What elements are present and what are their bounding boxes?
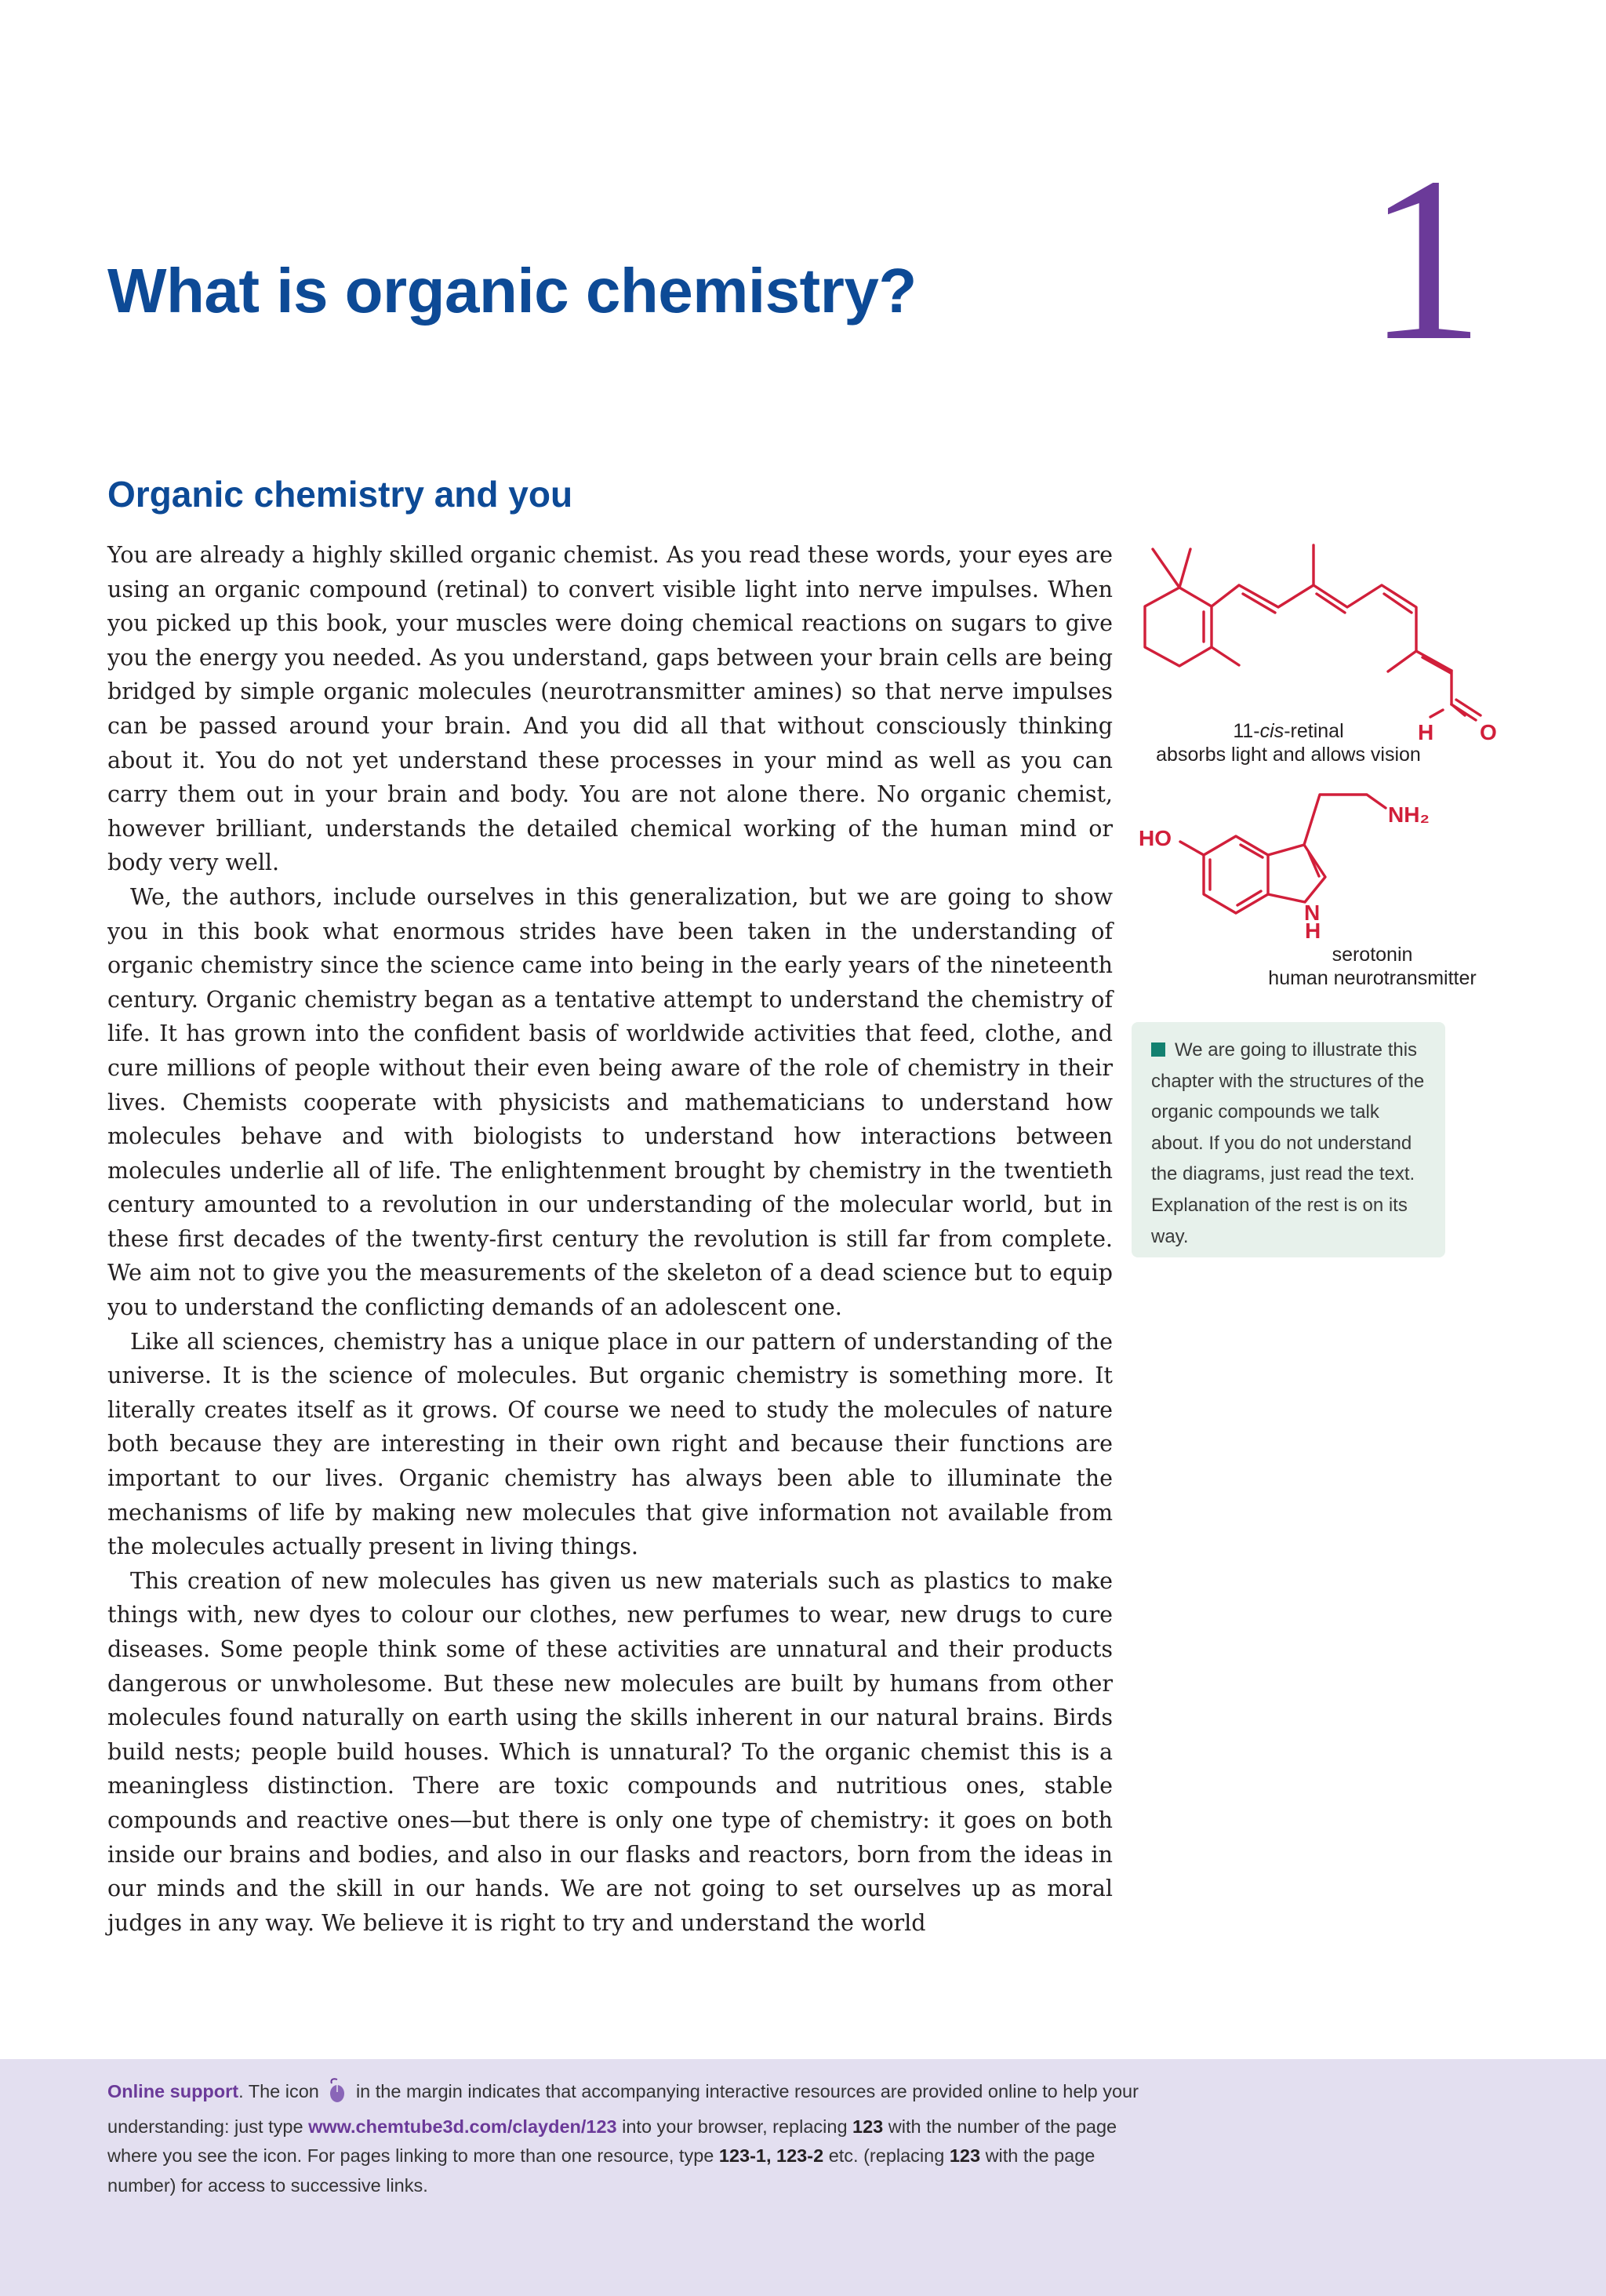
online-support-text-1: . The icon (238, 2081, 319, 2101)
online-support-text-3: into your browser, replacing (622, 2116, 848, 2138)
serotonin-diagram (0, 0, 1606, 1020)
multi-link-example: 123-1, 123-2 (718, 2145, 824, 2167)
page-number-placeholder: 123 (852, 2116, 884, 2138)
chapter-number: 1 (1367, 129, 1484, 389)
online-support-lead: Online support (107, 2081, 239, 2101)
mouse-icon (327, 2077, 347, 2112)
retinal-caption-line2: absorbs light and allows vision (1156, 744, 1421, 766)
serotonin-caption-line2: human neurotransmitter (1268, 967, 1477, 989)
serotonin-caption-line1: serotonin (1332, 944, 1413, 966)
retinal-caption-suffix: -retinal (1284, 720, 1344, 742)
retinal-o-atom: O (1480, 720, 1497, 744)
margin-note-text: We are going to illustrate this chapter with the structures of the organic compounds we talk about. If you do not understand the diagrams, just read the text. Explanation of the rest is on its way. (1151, 1039, 1425, 1247)
online-support-text-4: with the number of the page where you see the icon. For pages linking to more than one resource, type (107, 2116, 1117, 2167)
online-support-text (107, 2077, 1166, 2200)
serotonin-caption (1247, 943, 1498, 990)
paragraph: Like all sciences, chemistry has a unique place in our pattern of understanding of the universe. It is the science of molecules. But organic chemistry is something more. It literally creates itself as it grows. Of course we need to study the molecules of nature both because they are interesting in their own right and because their functions are important to our lives. Organic chemistry has always been able to illuminate the mechanisms of life by making new molecules that give information not available from the molecules actually present in living things. (107, 1328, 1113, 1560)
retinal-caption-prefix: 11- (1233, 720, 1260, 742)
margin-note (1132, 1022, 1445, 1257)
retinal-caption-italic: cis (1259, 720, 1284, 742)
serotonin-ho-group: HO (1139, 826, 1172, 850)
paragraph: We, the authors, include ourselves in this generalization, but we are going to show you in this book what enormous strides have been taken in the understanding of organic chemistry since the science came into being in the early years of the nineteenth century. Organic chemistry began as a tentative attempt to understand the chemistry of life. It has grown into the confident basis of worldwide activities that feed, clothe, and cure millions of people without their even being aware of the role of chemistry in their lives. Chemists cooperate with physicists and mathematicians to understand how molecules behave and with biologists to understand how interactions between molecules underlie all of life. The enlightenment brought by chemistry in the twentieth century amounted to a revolution in our understanding of the molecular world, but in these first decades of the twenty-first century the revolution is still far from complete. We aim not to give you the measurements of the skeleton of a dead science but to equip you to understand the conflicting demands of an adolescent one. (107, 883, 1113, 1321)
online-support-text-6: with the page number) for access to successive links. (107, 2145, 1095, 2196)
online-support-text-5: etc. (replacing (828, 2145, 945, 2167)
online-support-text-2: in the margin indicates that accompanying interactive resources are provided online to help your understanding: just type (107, 2081, 1139, 2138)
note-marker-icon (1151, 1042, 1165, 1057)
paragraph: This creation of new molecules has given us new materials such as plastics to make things with, new dyes to colour our clothes, new perfumes to wear, new drugs to cure diseases. Some people think some of these activities are unnatural and their products dangerous or unwholesome. But these new molecules are built by humans from other molecules found naturally on earth using the skills inherent in our natural brains. Birds build nests; people build houses. Which is unnatural? To the organic chemist this is a meaningless distinction. There are toxic compounds and nutritious ones, stable compounds and reactive ones—but there is only one type of chemistry: it goes on both inside our brains and bodies, and also in our flasks and reactors, born from the ideas in our minds and the skill in our hands. We are not going to set ourselves up as moral judges in any way. We believe it is right to try and understand the world (107, 1567, 1113, 1936)
serotonin-n-atom: N (1304, 901, 1321, 925)
paragraph: You are already a highly skilled organic chemist. As you read these words, your eyes are using an organic compound (retinal) to convert visible light into nerve impulses. When you picked up this book, your muscles were doing chemical reactions on sugars to give you the energy you needed. As you understand, gaps between your brain cells are being bridged by simple organic molecules (neurotransmitter amines) so that nerve impulses can be passed around your brain. And you did all that without consciously thinking about it. You do not yet understand these processes in your mind as well as you can carry them out in your brain and body. You are not alone there. No organic chemist, however brilliant, understands the detailed chemical working of the human mind or body very well. (107, 542, 1113, 876)
retinal-h-atom: H (1418, 720, 1434, 744)
page-number-placeholder-2: 123 (949, 2145, 981, 2167)
chemtube-link[interactable]: www.chemtube3d.com/clayden/123 (308, 2116, 617, 2138)
section-heading: Organic chemistry and you (107, 474, 573, 515)
serotonin-nh2-group: NH₂ (1388, 802, 1430, 827)
chapter-title: What is organic chemistry? (107, 256, 917, 326)
serotonin-h-atom: H (1305, 919, 1321, 943)
